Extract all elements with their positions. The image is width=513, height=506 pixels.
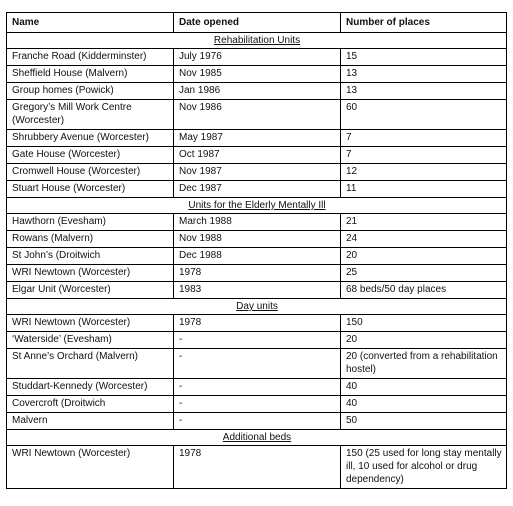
cell-date-opened: May 1987	[174, 130, 341, 147]
cell-number-of-places: 150 (25 used for long stay mentally ill, 10 used for alcohol or drug dependency)	[341, 446, 507, 489]
cell-date-opened: -	[174, 332, 341, 349]
cell-name: Sheffield House (Malvern)	[7, 66, 174, 83]
header-date-opened: Date opened	[174, 13, 341, 33]
cell-name: Shrubbery Avenue (Worcester)	[7, 130, 174, 147]
header-row	[7, 13, 507, 33]
cell-date-opened: Nov 1988	[174, 231, 341, 248]
table-body	[7, 33, 507, 489]
table-row	[7, 66, 507, 83]
cell-date-opened: Oct 1987	[174, 147, 341, 164]
table-row	[7, 248, 507, 265]
cell-number-of-places: 11	[341, 181, 507, 198]
table-row	[7, 147, 507, 164]
section-title: Units for the Elderly Mentally Ill	[7, 198, 507, 214]
cell-date-opened: Nov 1985	[174, 66, 341, 83]
cell-number-of-places: 40	[341, 396, 507, 413]
cell-date-opened: July 1976	[174, 49, 341, 66]
cell-number-of-places: 40	[341, 379, 507, 396]
cell-name: Franche Road (Kidderminster)	[7, 49, 174, 66]
cell-number-of-places: 7	[341, 130, 507, 147]
table-row	[7, 214, 507, 231]
cell-number-of-places: 13	[341, 66, 507, 83]
cell-date-opened: Dec 1987	[174, 181, 341, 198]
cell-number-of-places: 60	[341, 100, 507, 130]
table-row	[7, 282, 507, 299]
cell-number-of-places: 20	[341, 248, 507, 265]
table-row	[7, 349, 507, 379]
cell-date-opened: -	[174, 413, 341, 430]
cell-name: Gate House (Worcester)	[7, 147, 174, 164]
table-row	[7, 83, 507, 100]
cell-number-of-places: 24	[341, 231, 507, 248]
table-row	[7, 181, 507, 198]
section-row	[7, 299, 507, 315]
cell-number-of-places: 15	[341, 49, 507, 66]
cell-number-of-places: 50	[341, 413, 507, 430]
header-name: Name	[7, 13, 174, 33]
cell-name: Studdart-Kennedy (Worcester)	[7, 379, 174, 396]
cell-date-opened: 1978	[174, 446, 341, 489]
cell-date-opened: 1978	[174, 265, 341, 282]
cell-name: WRI Newtown (Worcester)	[7, 265, 174, 282]
cell-number-of-places: 25	[341, 265, 507, 282]
cell-number-of-places: 21	[341, 214, 507, 231]
cell-number-of-places: 13	[341, 83, 507, 100]
cell-date-opened: -	[174, 349, 341, 379]
table-row	[7, 315, 507, 332]
cell-date-opened: March 1988	[174, 214, 341, 231]
cell-date-opened: Jan 1986	[174, 83, 341, 100]
section-row	[7, 198, 507, 214]
cell-date-opened: -	[174, 396, 341, 413]
table-row	[7, 332, 507, 349]
cell-name: Cromwell House (Worcester)	[7, 164, 174, 181]
cell-name: St Anne’s Orchard (Malvern)	[7, 349, 174, 379]
cell-name: Covercroft (Droitwich	[7, 396, 174, 413]
section-row	[7, 33, 507, 49]
cell-number-of-places: 20 (converted from a rehabilitation hostel)	[341, 349, 507, 379]
cell-number-of-places: 7	[341, 147, 507, 164]
section-row	[7, 430, 507, 446]
table-row	[7, 396, 507, 413]
cell-number-of-places: 68 beds/50 day places	[341, 282, 507, 299]
section-title: Rehabilitation Units	[7, 33, 507, 49]
cell-name: Hawthorn (Evesham)	[7, 214, 174, 231]
cell-name: Rowans (Malvern)	[7, 231, 174, 248]
cell-date-opened: 1978	[174, 315, 341, 332]
cell-date-opened: 1983	[174, 282, 341, 299]
table-row	[7, 265, 507, 282]
section-title: Day units	[7, 299, 507, 315]
cell-date-opened: Nov 1987	[174, 164, 341, 181]
units-table	[6, 12, 507, 489]
table-row	[7, 164, 507, 181]
cell-name: ‘Waterside’ (Evesham)	[7, 332, 174, 349]
cell-name: WRI Newtown (Worcester)	[7, 446, 174, 489]
cell-number-of-places: 12	[341, 164, 507, 181]
table-row	[7, 379, 507, 396]
table-row	[7, 231, 507, 248]
cell-date-opened: Dec 1988	[174, 248, 341, 265]
table-row	[7, 100, 507, 130]
cell-date-opened: -	[174, 379, 341, 396]
cell-name: Stuart House (Worcester)	[7, 181, 174, 198]
cell-name: WRI Newtown (Worcester)	[7, 315, 174, 332]
cell-name: Malvern	[7, 413, 174, 430]
cell-number-of-places: 20	[341, 332, 507, 349]
header-number-of-places: Number of places	[341, 13, 507, 33]
cell-name: Gregory’s Mill Work Centre (Worcester)	[7, 100, 174, 130]
cell-name: Elgar Unit (Worcester)	[7, 282, 174, 299]
cell-name: Group homes (Powick)	[7, 83, 174, 100]
cell-name: St John’s (Droitwich	[7, 248, 174, 265]
table-row	[7, 446, 507, 489]
section-title: Additional beds	[7, 430, 507, 446]
table-row	[7, 49, 507, 66]
cell-number-of-places: 150	[341, 315, 507, 332]
table-row	[7, 413, 507, 430]
cell-date-opened: Nov 1986	[174, 100, 341, 130]
document-page	[6, 12, 506, 489]
table-row	[7, 130, 507, 147]
